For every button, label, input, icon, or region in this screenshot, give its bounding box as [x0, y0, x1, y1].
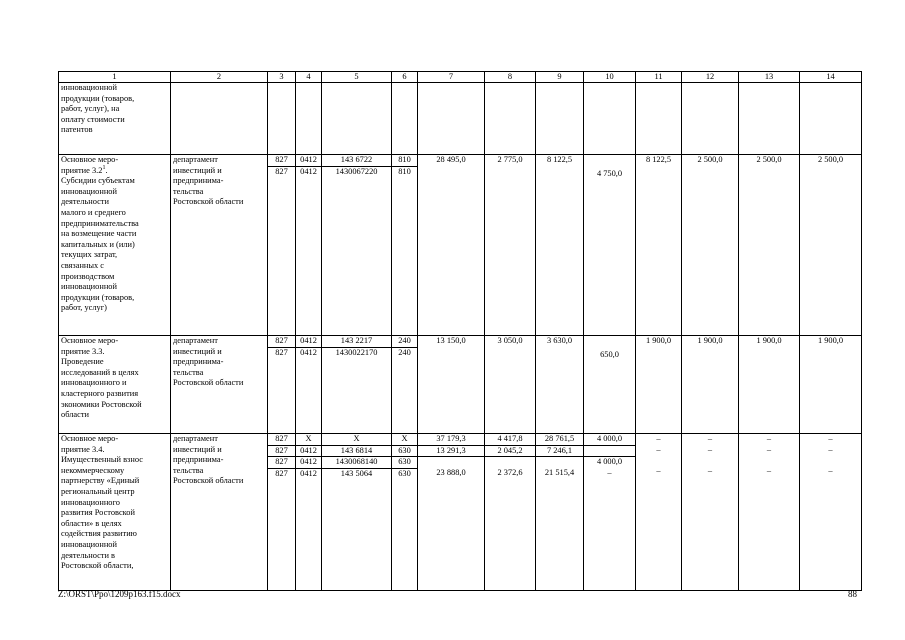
- text-line: региональный центр: [61, 486, 135, 496]
- text-line: на возмещение части: [61, 229, 137, 239]
- subrow-value: 1430022170: [322, 347, 391, 359]
- text-line: продукции (товаров,: [61, 292, 135, 302]
- text-line: предпринима-: [173, 357, 224, 367]
- text-line: производством: [61, 271, 115, 281]
- text-line: Основное меро-: [61, 434, 119, 443]
- subrow-value: 13 150,0: [436, 336, 466, 345]
- text-line: развития Ростовской: [61, 508, 135, 518]
- text-line: Основное меро-: [61, 336, 119, 345]
- table-row-measure-3-2: [59, 155, 862, 336]
- subrow-value: 13 291,3: [418, 445, 484, 457]
- subrow-value: 0412: [296, 456, 321, 468]
- text-line: оплату стоимости: [61, 114, 125, 124]
- cell-y2018: [682, 336, 739, 434]
- footer-file-path: Z:\ORST\Ppo\1209p163.f15.docx: [58, 589, 181, 599]
- cell-total: [418, 155, 485, 336]
- text-line: Основное меро-: [61, 155, 119, 164]
- text-line: инновационной: [61, 186, 117, 196]
- column-header-8: 8: [485, 72, 536, 83]
- subrow-value: 240: [398, 336, 411, 345]
- text-line: некоммерческому: [61, 465, 125, 475]
- subrow-value: [536, 347, 583, 358]
- subrow-value: –: [766, 465, 772, 475]
- subrow-value: 240: [392, 347, 417, 359]
- subrow-value: 3 050,0: [497, 336, 523, 345]
- subrow-value: 0412: [300, 336, 317, 345]
- subrow-value: 1430067220: [322, 166, 391, 178]
- subrow-value: 630: [392, 456, 417, 468]
- subrow-value: –: [828, 444, 833, 454]
- subrow-value: [584, 155, 635, 166]
- subrow-value: 827: [268, 166, 295, 178]
- footer-page-number: 88: [848, 589, 857, 599]
- subrow-value: –: [828, 434, 833, 443]
- text-line: приятие 3.2: [61, 165, 103, 175]
- column-header-9: 9: [536, 72, 584, 83]
- cell-y2014: [485, 155, 536, 336]
- subrow-value: –: [656, 434, 661, 443]
- text-line: предпринима-: [173, 455, 224, 465]
- cell-y2019: [739, 155, 800, 336]
- subrow-value: 2 045,2: [485, 445, 535, 457]
- cell-csr: [322, 434, 392, 591]
- cell-y2018: [682, 434, 739, 591]
- text-line: предпринима-: [173, 176, 224, 186]
- text-line: работ, услуг): [61, 303, 107, 313]
- subrow-value: –: [766, 434, 772, 443]
- text-line: Субсидии субъектам: [61, 176, 135, 186]
- subrow-value: 143 6722: [340, 155, 373, 164]
- text-line: инвестиций и: [173, 346, 222, 356]
- text-line: .: [105, 165, 108, 175]
- text-line: текущих затрат,: [61, 250, 118, 260]
- budget-table: [58, 71, 862, 591]
- text-line: инновационной: [61, 282, 117, 292]
- subrow-value: 827: [275, 434, 288, 443]
- subrow-value: 143 6814: [322, 445, 391, 457]
- column-header-7: 7: [418, 72, 485, 83]
- subrow-value: 8 122,5: [645, 155, 672, 164]
- text-line: продукции (товаров,: [61, 93, 135, 103]
- subrow-value: X: [401, 434, 408, 443]
- cell-total: [418, 336, 485, 434]
- subrow-value: 0412: [296, 347, 321, 359]
- subrow-value: [739, 166, 799, 177]
- text-line: тельства: [173, 465, 204, 475]
- subrow-value: [418, 166, 484, 177]
- subrow-value: –: [828, 465, 833, 475]
- subrow-value: 810: [398, 155, 411, 164]
- executor-cell: [171, 434, 268, 591]
- subrow-value: 827: [268, 347, 295, 359]
- subrow-value: 4 750,0: [596, 168, 623, 178]
- column-header-13: 13: [739, 72, 800, 83]
- text-line: малого и среднего: [61, 207, 126, 217]
- cell-y2015: [536, 434, 584, 591]
- text-line: инновационной: [61, 539, 117, 549]
- cell-y2017: [636, 336, 682, 434]
- subrow-value: [636, 347, 681, 358]
- table-row-continuation: [59, 83, 862, 155]
- text-line: капитальных и (или): [61, 239, 135, 249]
- subrow-value: [682, 166, 738, 177]
- subrow-value: 4 417,8: [497, 434, 523, 443]
- subrow-value: 7 246,1: [536, 445, 583, 457]
- subrow-value: [800, 455, 861, 466]
- cell-y2017: [636, 155, 682, 336]
- text-line: инновационного: [61, 497, 120, 507]
- text-line: инновационной: [61, 83, 117, 92]
- footnote-mark: 1: [102, 164, 106, 171]
- text-line: приятие 3.4.: [61, 444, 105, 454]
- cell-y2020: [800, 336, 862, 434]
- cell-y2014: [485, 336, 536, 434]
- subrow-value: [636, 166, 681, 177]
- cell-y2019: [739, 336, 800, 434]
- header-row: [59, 72, 862, 83]
- subrow-value: 827: [268, 456, 295, 468]
- subrow-value: [418, 456, 484, 468]
- cell-y2015: [536, 155, 584, 336]
- column-header-14: 14: [800, 72, 862, 83]
- subrow-value: –: [656, 465, 661, 475]
- subrow-value: –: [607, 467, 612, 477]
- column-header-2: 2: [171, 72, 268, 83]
- subrow-value: 2 775,0: [497, 155, 523, 164]
- cell-y2018: [682, 155, 739, 336]
- cell-y2014: [485, 434, 536, 591]
- cell-y2019: [739, 434, 800, 591]
- text-line: департамент: [173, 155, 218, 164]
- subrow-value: 0412: [296, 468, 321, 480]
- subrow-value: 28 495,0: [436, 155, 466, 164]
- text-line: инновационного и: [61, 378, 127, 388]
- subrow-value: 827: [268, 468, 295, 480]
- cell-y2017: [636, 434, 682, 591]
- subrow-value: 2 500,0: [817, 155, 844, 164]
- subrow-value: 2 500,0: [697, 155, 723, 164]
- text-line: партнерству «Единый: [61, 476, 140, 486]
- subrow-value: [800, 347, 861, 358]
- cell-rzpr: [296, 155, 322, 336]
- cell-y2020: [800, 434, 862, 591]
- subrow-value: [536, 456, 583, 468]
- text-line: департамент: [173, 434, 218, 443]
- text-line: Ростовской области: [173, 197, 244, 207]
- subrow-value: 1 900,0: [645, 336, 672, 345]
- text-line: работ, услуг), на: [61, 104, 120, 114]
- text-line: тельства: [173, 367, 204, 377]
- subrow-value: [739, 347, 799, 358]
- subrow-value: [682, 347, 738, 358]
- column-header-5: 5: [322, 72, 392, 83]
- subrow-value: 37 179,3: [436, 434, 466, 443]
- column-header-10: 10: [584, 72, 636, 83]
- cell-total: [418, 434, 485, 591]
- column-header-1: 1: [59, 72, 171, 83]
- cell-rzpr: [296, 336, 322, 434]
- subrow-value: –: [707, 434, 713, 443]
- column-header-12: 12: [682, 72, 739, 83]
- subrow-value: 630: [392, 468, 417, 480]
- cell-y2016: [584, 336, 636, 434]
- cell-grbs: [268, 336, 296, 434]
- cell-csr: [322, 155, 392, 336]
- measure-name-cell: [59, 336, 171, 434]
- text-line: инвестиций и: [173, 444, 222, 454]
- subrow-value: –: [656, 444, 661, 454]
- table-row-measure-3-4: [59, 434, 862, 591]
- column-header-3: 3: [268, 72, 296, 83]
- subrow-value: 3 630,0: [546, 336, 573, 345]
- subrow-value: [682, 455, 738, 466]
- cell-y2016: [584, 434, 636, 591]
- subrow-value: 4 000,0: [584, 456, 635, 468]
- subrow-value: –: [707, 465, 713, 475]
- text-line: приятие 3.3.: [61, 346, 105, 356]
- cell-y2016: [584, 155, 636, 336]
- subrow-value: [800, 166, 861, 177]
- subrow-value: 1430068140: [322, 456, 391, 468]
- subrow-value: 4 000,0: [596, 434, 623, 443]
- subrow-value: 0412: [296, 445, 321, 457]
- subrow-value: 2 500,0: [756, 155, 782, 164]
- subrow-value: [485, 456, 535, 468]
- text-line: Ростовской области: [173, 476, 244, 486]
- subrow-value: 827: [268, 445, 295, 457]
- subrow-value: [418, 347, 484, 358]
- text-line: патентов: [61, 125, 93, 135]
- subrow-value: 23 888,0: [436, 467, 466, 477]
- executor-cell: [171, 336, 268, 434]
- executor-cell: [171, 155, 268, 336]
- subrow-value: [485, 166, 535, 177]
- text-line: департамент: [173, 336, 218, 345]
- text-line: Ростовской области: [173, 378, 244, 388]
- cell-vr: [392, 155, 418, 336]
- measure-name-cell: [59, 83, 171, 155]
- text-line: области» в целях: [61, 518, 122, 528]
- text-line: инвестиций и: [173, 165, 222, 175]
- cell-y2015: [536, 336, 584, 434]
- text-line: связанных с: [61, 260, 105, 270]
- subrow-value: 143 2217: [340, 336, 373, 345]
- text-line: Имущественный взнос: [61, 455, 143, 465]
- text-line: Ростовской области,: [61, 561, 134, 571]
- text-line: области: [61, 410, 89, 420]
- subrow-value: –: [766, 444, 772, 454]
- subrow-value: [636, 455, 681, 466]
- cell-vr: [392, 336, 418, 434]
- subrow-value: 630: [392, 445, 417, 457]
- text-line: Проведение: [61, 357, 104, 367]
- subrow-value: 1 900,0: [817, 336, 844, 345]
- subrow-value: [584, 445, 635, 457]
- text-line: исследований в целях: [61, 367, 139, 377]
- subrow-value: 8 122,5: [546, 155, 573, 164]
- text-line: кластерного развития: [61, 388, 139, 398]
- text-line: деятельности: [61, 197, 109, 207]
- text-line: тельства: [173, 186, 204, 196]
- column-header-6: 6: [392, 72, 418, 83]
- subrow-value: 2 372,6: [497, 467, 523, 477]
- subrow-value: 21 515,4: [544, 467, 575, 477]
- column-header-11: 11: [636, 72, 682, 83]
- subrow-value: 827: [275, 336, 288, 345]
- subrow-value: 810: [392, 166, 417, 178]
- subrow-value: 1 900,0: [756, 336, 782, 345]
- subrow-value: –: [707, 444, 713, 454]
- subrow-value: 143 5064: [322, 468, 391, 480]
- subrow-value: 0412: [296, 166, 321, 178]
- cell-rzpr: [296, 434, 322, 591]
- subrow-value: 1 900,0: [697, 336, 723, 345]
- subrow-value: 0412: [300, 155, 317, 164]
- table-row-measure-3-3: [59, 336, 862, 434]
- cell-vr: [392, 434, 418, 591]
- cell-y2020: [800, 155, 862, 336]
- cell-grbs: [268, 155, 296, 336]
- cell-grbs: [268, 434, 296, 591]
- subrow-value: 827: [275, 155, 288, 164]
- text-line: деятельности в: [61, 550, 115, 560]
- subrow-value: [536, 166, 583, 177]
- column-header-4: 4: [296, 72, 322, 83]
- text-line: предпринимательства: [61, 218, 139, 228]
- subrow-value: 650,0: [600, 349, 619, 359]
- subrow-value: [584, 336, 635, 347]
- subrow-value: 28 761,5: [544, 434, 575, 443]
- text-line: содействия развитию: [61, 529, 137, 539]
- subrow-value: X: [353, 434, 360, 443]
- subrow-value: [739, 455, 799, 466]
- text-line: экономики Ростовской: [61, 399, 142, 409]
- subrow-value: X: [305, 434, 312, 443]
- measure-name-cell: [59, 155, 171, 336]
- subrow-value: [485, 347, 535, 358]
- cell-csr: [322, 336, 392, 434]
- measure-name-cell: [59, 434, 171, 591]
